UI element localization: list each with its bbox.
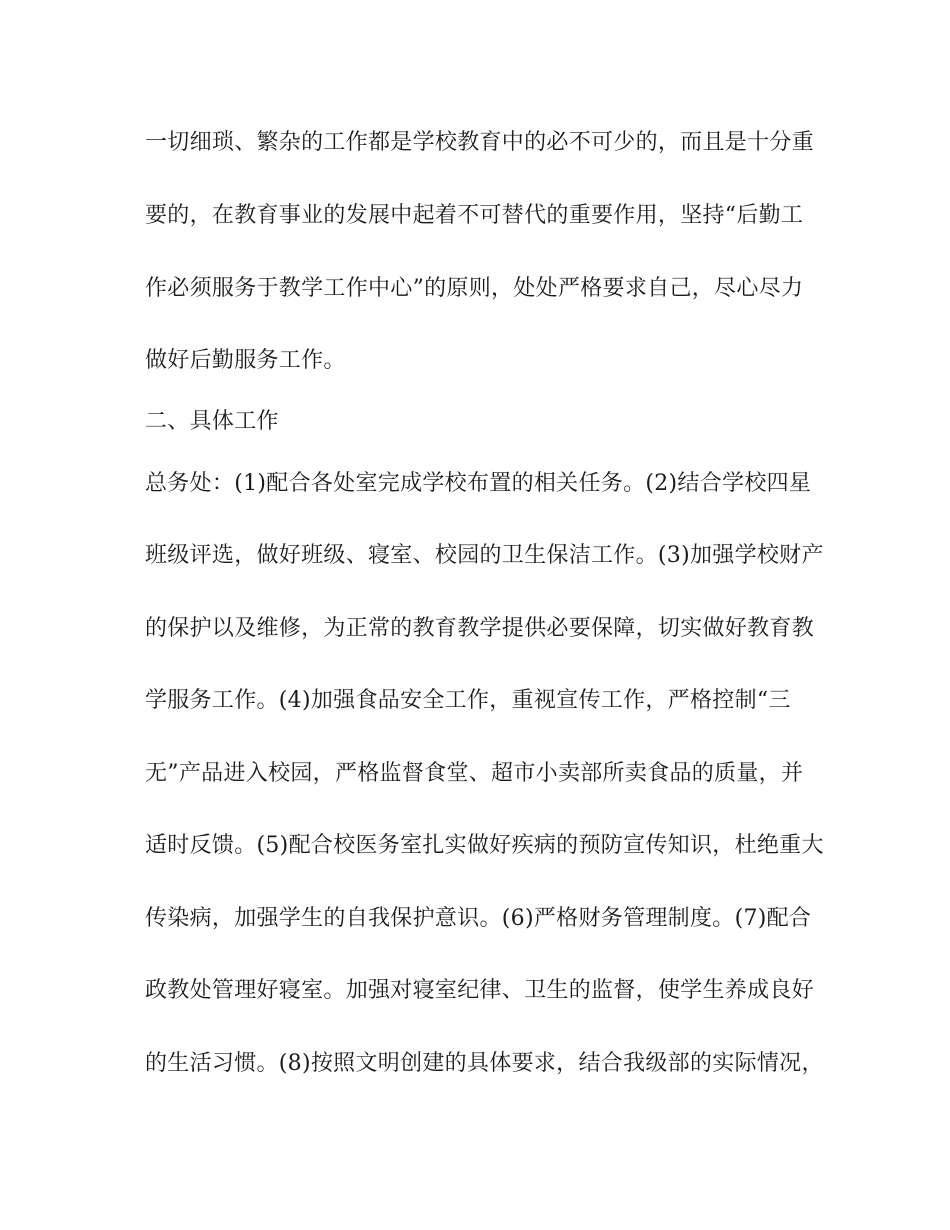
- paragraph-line: 一切细琐、繁杂的工作都是学校教育中的必不可少的，而且是十分重: [145, 130, 815, 155]
- paragraph-line: 班级评选，做好班级、寝室、校园的卫生保洁工作。(3)加强学校财产: [145, 543, 824, 568]
- section-heading: 二、具体工作: [145, 409, 279, 434]
- paragraph-line: 传染病，加强学生的自我保护意识。(6)严格财务管理制度。(7)配合: [145, 906, 812, 931]
- paragraph-line: 适时反馈。(5)配合校医务室扎实做好疾病的预防宣传知识，杜绝重大: [145, 833, 824, 858]
- paragraph-line: 的保护以及维修，为正常的教育教学提供必要保障，切实做好教育教: [145, 616, 815, 641]
- paragraph-line: 的生活习惯。(8)按照文明创建的具体要求，结合我级部的实际情况，: [145, 1051, 824, 1076]
- paragraph-line: 作必须服务于教学工作中心”的原则，处处严格要求自己，尽心尽力: [145, 276, 804, 301]
- paragraph-line: 学服务工作。(4)加强食品安全工作，重视宣传工作，严格控制“三: [145, 688, 791, 713]
- paragraph-line: 做好后勤服务工作。: [145, 348, 346, 373]
- paragraph-line: 政教处管理好寝室。加强对寝室纪律、卫生的监督，使学生养成良好: [145, 978, 815, 1003]
- paragraph-line: 无”产品进入校园，严格监督食堂、超市小卖部所卖食品的质量，并: [145, 761, 804, 786]
- paragraph-line: 要的，在教育事业的发展中起着不可替代的重要作用，坚持“后勤工: [145, 203, 804, 228]
- paragraph-line: 总务处：(1)配合各处室完成学校布置的相关任务。(2)结合学校四星: [145, 471, 812, 496]
